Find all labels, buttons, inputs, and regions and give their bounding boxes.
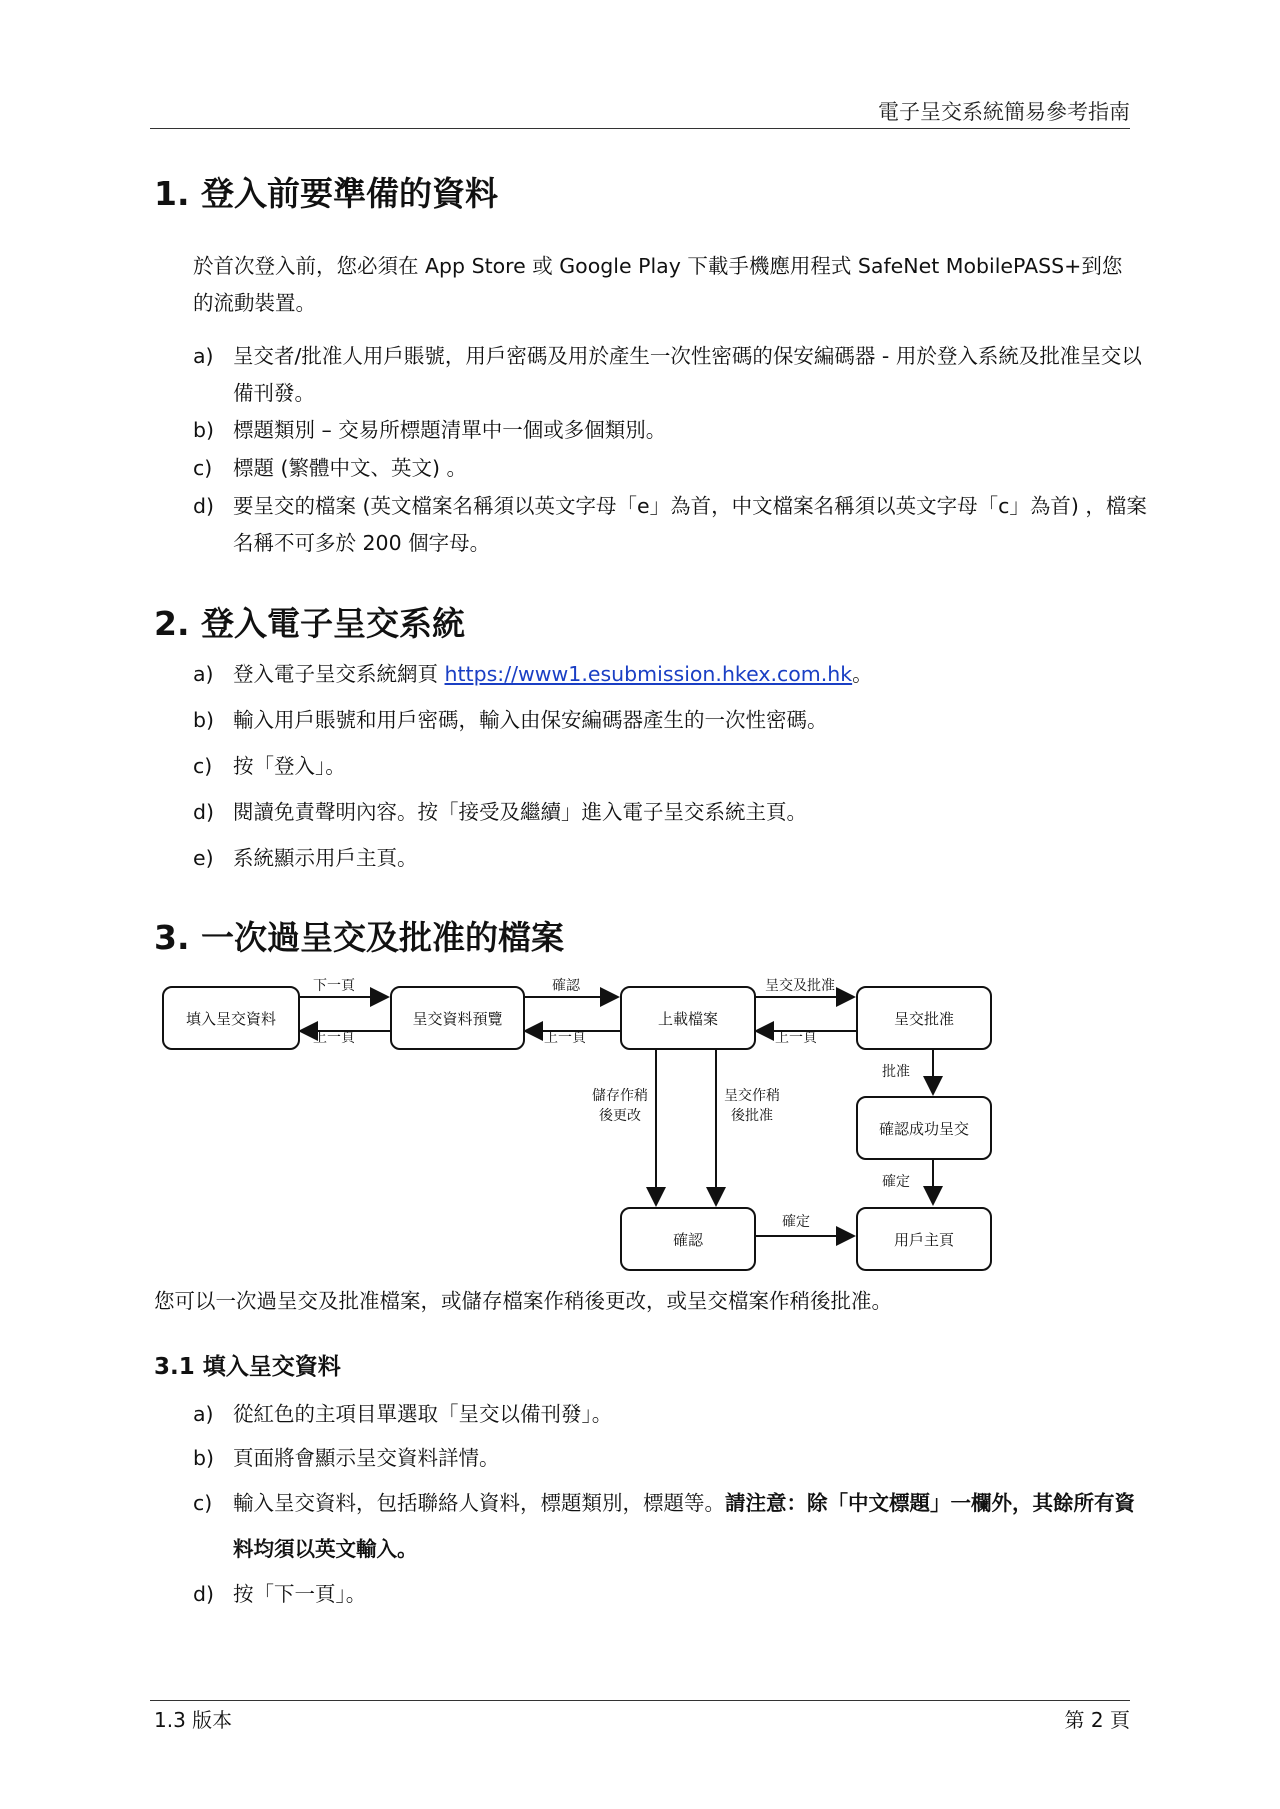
flow-box-fill: 填入呈交資料	[162, 986, 300, 1050]
flow-label-line: 儲存作稍	[592, 1088, 648, 1104]
flow-label-ok-2: 確定	[782, 1214, 810, 1230]
list-text	[233, 1480, 1153, 1572]
document-header-title: 電子呈交系統簡易參考指南	[878, 100, 1130, 124]
footer-version: 1.3 版本	[154, 1708, 233, 1732]
notice-text: 請注意：除「中文標題」一欄外，其餘所有資料均須以英文輸入。	[233, 1491, 1135, 1561]
flow-box-approve: 呈交批准	[856, 986, 992, 1050]
flow-box-confirm: 確認	[620, 1207, 756, 1271]
list-item	[193, 338, 1153, 412]
list-label: c)	[193, 456, 213, 480]
section-3-caption: 您可以一次過呈交及批准檔案，或儲存檔案作稍後更改，或呈交檔案作稍後批准。	[154, 1289, 892, 1313]
list-label: a)	[193, 344, 214, 368]
flow-label-submit-approve: 呈交及批准	[765, 978, 835, 994]
list-label: d)	[193, 494, 215, 518]
flow-box-confirm-success: 確認成功呈交	[856, 1096, 992, 1160]
list-text: 呈交者/批准人用戶賬號，用戶密碼及用於產生一次性密碼的保安編碼器 - 用於登入系統及批准呈交以備刊發。	[233, 344, 1142, 405]
list-label: d)	[193, 1582, 215, 1606]
list-text-prefix: 登入電子呈交系統網頁	[233, 662, 445, 686]
list-text: 輸入用戶賬號和用戶密碼，輸入由保安編碼器產生的一次性密碼。	[233, 708, 828, 732]
flow-label-approve: 批准	[882, 1064, 910, 1080]
list-text: 頁面將會顯示呈交資料詳情。	[233, 1446, 500, 1470]
list-text: 按「登入」。	[233, 754, 346, 778]
flow-label-prev-1: 上一頁	[313, 1030, 355, 1046]
list-text: 系統顯示用戶主頁。	[233, 846, 418, 870]
footer-divider	[150, 1700, 1130, 1701]
list-text: 要呈交的檔案 (英文檔案名稱須以英文字母「e」為首，中文檔案名稱須以英文字母「c」為首) ，檔案名稱不可多於 200 個字母。	[233, 494, 1147, 555]
flow-label-line: 後更改	[599, 1108, 641, 1124]
flow-box-upload: 上載檔案	[620, 986, 756, 1050]
list-text: 按「下一頁」。	[233, 1582, 367, 1606]
flow-label-next: 下一頁	[313, 978, 355, 994]
flow-label-save-later	[590, 1086, 650, 1126]
section-3-1-heading: 3.1 填入呈交資料	[154, 1354, 341, 1380]
flow-label-line: 呈交作稍	[724, 1088, 780, 1104]
section-1-intro: 於首次登入前，您必須在 App Store 或 Google Play 下載手機應用程式 SafeNet MobilePASS+到您的流動裝置。	[193, 254, 1123, 315]
list-text: 標題 (繁體中文、英文) 。	[233, 456, 468, 480]
header-divider	[150, 128, 1130, 129]
list-label: d)	[193, 800, 215, 824]
flow-label-confirm: 確認	[552, 978, 580, 994]
section-3-heading: 3. 一次過呈交及批准的檔案	[154, 918, 564, 957]
list-text: 從紅色的主項目單選取「呈交以備刊發」。	[233, 1402, 613, 1426]
section-1-heading: 1. 登入前要準備的資料	[154, 174, 498, 213]
list-label: c)	[193, 1491, 213, 1515]
list-item	[193, 488, 1153, 562]
esubmission-link[interactable]: https://www1.esubmission.hkex.com.hk	[444, 662, 853, 686]
list-item	[193, 1396, 1153, 1433]
list-label: a)	[193, 662, 214, 686]
list-item	[193, 450, 1153, 487]
list-item	[193, 1576, 1153, 1613]
list-text-normal: 輸入呈交資料，包括聯絡人資料，標題類別，標題等。	[233, 1491, 725, 1515]
list-label: b)	[193, 1446, 215, 1470]
section-2-heading: 2. 登入電子呈交系統	[154, 604, 465, 643]
list-item	[193, 412, 1153, 449]
list-item	[193, 656, 1153, 693]
footer-page-number: 第 2 頁	[1064, 1708, 1130, 1732]
list-label: c)	[193, 754, 213, 778]
flow-label-prev-2: 上一頁	[544, 1030, 586, 1046]
flow-label-line: 後批准	[731, 1108, 773, 1124]
list-item	[193, 748, 1153, 785]
list-text: 標題類別 – 交易所標題清單中一個或多個類別。	[233, 418, 667, 442]
list-text	[233, 656, 1153, 693]
list-label: b)	[193, 418, 215, 442]
list-label: e)	[193, 846, 214, 870]
list-text-suffix: 。	[852, 662, 873, 686]
flow-label-ok-1: 確定	[882, 1174, 910, 1190]
submission-flow-diagram	[160, 976, 1000, 1276]
flow-box-preview: 呈交資料預覽	[390, 986, 525, 1050]
flow-label-prev-3: 上一頁	[775, 1030, 817, 1046]
list-label: a)	[193, 1402, 214, 1426]
list-item	[193, 1440, 1153, 1477]
flow-box-home: 用戶主頁	[856, 1207, 992, 1271]
list-label: b)	[193, 708, 215, 732]
list-item	[193, 702, 1153, 739]
list-item	[193, 794, 1153, 831]
list-text: 閱讀免責聲明內容。按「接受及繼續」進入電子呈交系統主頁。	[233, 800, 807, 824]
flow-label-submit-later	[722, 1086, 782, 1126]
list-item	[193, 1480, 1153, 1572]
list-item	[193, 840, 1153, 877]
